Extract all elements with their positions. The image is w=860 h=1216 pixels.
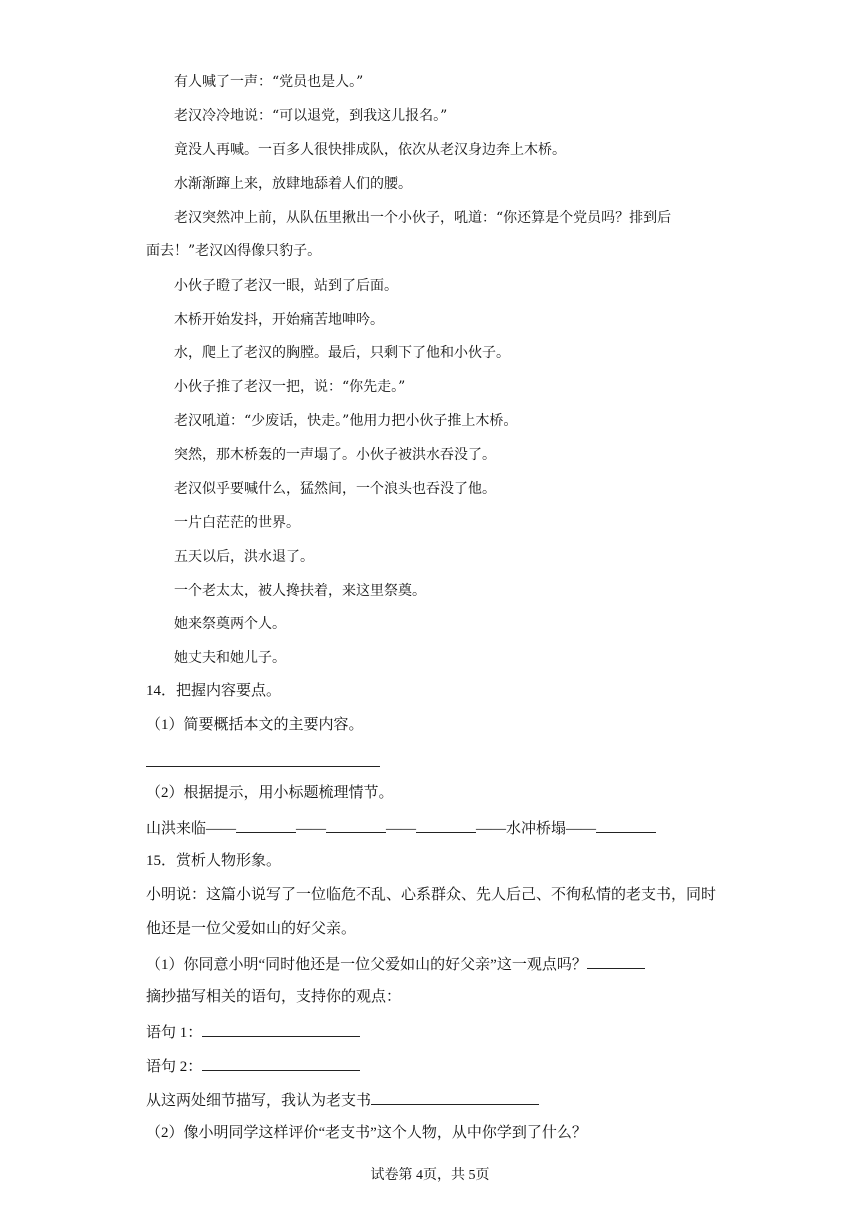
- story-line: 竟没人再喊。一百多人很快排成队，依次从老汉身边奔上木桥。: [174, 142, 566, 158]
- sentence-2-row: [146, 1055, 760, 1077]
- question-15-intro: 他还是一位父爱如山的好父亲。: [146, 921, 357, 937]
- story-line: 老汉似乎要喊什么，猛然间，一个浪头也吞没了他。: [174, 481, 496, 497]
- plot-blank-3[interactable]: [416, 817, 476, 833]
- plot-blank-4[interactable]: [596, 817, 656, 833]
- plot-dash: ——: [296, 821, 327, 837]
- question-14-1: （1）简要概括本文的主要内容。: [146, 717, 364, 733]
- conclusion-row: [146, 1089, 760, 1111]
- copy-prompt: 摘抄描写相关的语句，支持你的观点：: [146, 989, 402, 1005]
- sentence-1-blank[interactable]: [202, 1021, 360, 1037]
- story-line: 小伙子瞪了老汉一眼，站到了后面。: [174, 278, 398, 294]
- conclusion-blank[interactable]: [371, 1089, 539, 1105]
- sentence-2-label: 语句 2：: [146, 1059, 203, 1075]
- story-line: 有人喊了一声：“党员也是人。”: [174, 74, 364, 90]
- sentence-1-row: [146, 1021, 760, 1043]
- story-line: 老汉吼道：“少废话，快走。”他用力把小伙子推上木桥。: [174, 413, 518, 429]
- story-line: 水渐渐蹿上来，放肆地舔着人们的腰。: [174, 176, 412, 192]
- sentence-2-blank[interactable]: [202, 1055, 360, 1071]
- story-line: 水，爬上了老汉的胸膛。最后，只剩下了他和小伙子。: [174, 345, 510, 361]
- story-line: 她丈夫和她儿子。: [174, 650, 286, 666]
- question-14-2: （2）根据提示，用小标题梳理情节。: [146, 785, 394, 801]
- story-line: 一片白茫茫的世界。: [174, 515, 300, 531]
- story-line: 五天以后，洪水退了。: [174, 549, 314, 565]
- story-line: 突然，那木桥轰的一声塌了。小伙子被洪水吞没了。: [174, 447, 496, 463]
- plot-outline: [146, 817, 760, 839]
- story-line: 木桥开始发抖，开始痛苦地呻吟。: [174, 312, 384, 328]
- story-line: 小伙子推了老汉一把，说：“你先走。”: [174, 379, 406, 395]
- agree-blank[interactable]: [587, 953, 645, 969]
- question-15-1-text: （1）你同意小明“同时他还是一位父爱如山的好父亲”这一观点吗？: [146, 957, 587, 973]
- question-14-title: 14．把握内容要点。: [146, 683, 282, 699]
- plot-blank-1[interactable]: [236, 817, 296, 833]
- story-line: 老汉突然冲上前，从队伍里揪出一个小伙子，吼道：“你还算是个党员吗？排到后: [174, 210, 672, 226]
- plot-blank-2[interactable]: [326, 817, 386, 833]
- question-15-2: （2）像小明同学这样评价“老支书”这个人物，从中你学到了什么？: [146, 1125, 587, 1141]
- story-line: 一个老太太，被人搀扶着，来这里祭奠。: [174, 583, 426, 599]
- plot-start: 山洪来临——: [146, 821, 237, 837]
- page-footer: 试卷第 4页，共 5页: [370, 1168, 490, 1183]
- story-line: 她来祭奠两个人。: [174, 616, 286, 632]
- question-15-1: [146, 953, 760, 975]
- question-15-intro: 小明说：这篇小说写了一位临危不乱、心系群众、先人后己、不徇私情的老支书，同时: [146, 887, 717, 903]
- story-line: 老汉冷冷地说：“可以退党，到我这儿报名。”: [174, 108, 448, 124]
- plot-dash: ——: [386, 821, 417, 837]
- question-15-title: 15．赏析人物形象。: [146, 853, 282, 869]
- plot-mid: ——水冲桥塌——: [476, 821, 597, 837]
- conclusion-label: 从这两处细节描写，我认为老支书: [146, 1093, 372, 1109]
- story-line: 面去！”老汉凶得像只豹子。: [146, 243, 322, 259]
- sentence-1-label: 语句 1：: [146, 1025, 203, 1041]
- answer-blank[interactable]: [146, 765, 380, 767]
